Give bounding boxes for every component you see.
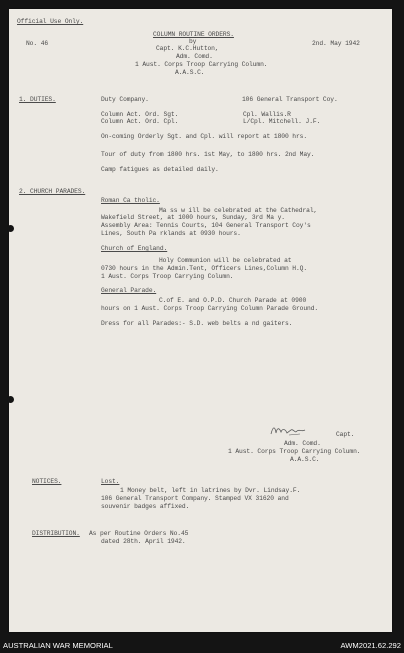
signature-role: Adm. Comd. [284,440,321,447]
gp-line: C.of E. and O.P.D. Church Parade at 0900 [159,297,307,304]
duty-company-label: Duty Company. [101,96,149,103]
roman-catholic-heading: Roman Ca tholic. [101,197,160,204]
signature-unit: 1 Aust. Corps Troop Carrying Column. [228,448,361,455]
orderly-cpl-value: L/Cpl. Mitchell. J.F. [243,118,321,125]
distribution-heading: DISTRIBUTION. [32,530,80,537]
document-title: COLUMN ROUTINE ORDERS. [153,31,234,38]
orderly-sgt-value: Cpl. Wallis.R [243,111,291,118]
lost-line: souvenir badges affixed. [101,503,190,510]
ce-line: 1 Aust. Corps Troop Carrying Column. [101,273,234,280]
title-by: by [189,38,197,45]
rc-line: Lines, South Pa rklands at 0930 hours. [101,230,241,237]
general-parade-heading: General Parade. [101,287,157,294]
ce-line: Holy Communion will be celebrated at [159,257,292,264]
punch-hole [7,225,14,232]
rc-line: Wakefield Street, at 1000 hours, Sunday, 3rd Ma y. [101,214,285,221]
order-date: 2nd. May 1942 [312,40,360,47]
distribution-line: As per Routine Orders No.45 [89,530,189,537]
signature-unit-sub: A.A.S.C. [290,456,320,463]
camp-fatigues-line: Camp fatigues as detailed daily. [101,166,219,173]
distribution-line: dated 28th. April 1942. [101,538,186,545]
duties-heading: 1. DUTIES. [19,96,56,103]
church-of-england-heading: Church of England. [101,245,168,252]
church-parades-heading: 2. CHURCH PARADES. [19,188,86,195]
ce-line: 0730 hours in the Admin.Tent, Officers Lines,Column H.Q. [101,265,308,272]
orderly-cpl-label: Column Act. Ord. Cpl. [101,118,179,125]
lost-line: 1 Money belt, left in latrines by Dvr. Lindsay.F. [120,487,301,494]
footer-accession-number: AWM2021.62.292 [340,641,401,650]
signature-rank: Capt. [336,431,355,438]
order-number: No. 46 [26,40,49,47]
gp-line: hours on 1 Aust. Corps Troop Carrying Column Parade Ground. [101,305,319,312]
classification-label: Official Use Only. [17,18,84,25]
footer-credit: AUSTRALIAN WAR MEMORIAL [3,641,113,650]
punch-hole [7,396,14,403]
notices-heading: NOTICES. [32,478,62,485]
handwritten-signature [269,424,315,438]
duty-company-value: 106 General Transport Coy. [242,96,338,103]
tour-of-duty-line: Tour of duty from 1800 hrs. 1st May, to 1800 hrs. 2nd May. [101,151,315,158]
orderly-report-line: On-coming Orderly Sgt. and Cpl. will report at 1800 hrs. [101,133,308,140]
issuing-officer-role: Adm. Comd. [176,53,213,60]
issuing-unit: 1 Aust. Corps Troop Carrying Column. [135,61,268,68]
rc-line: Ma ss w ill be celebrated at the Cathedral, [159,207,318,214]
issuing-officer: Capt. K.C.Hutton, [156,45,219,52]
orderly-sgt-label: Column Act. Ord. Sgt. [101,111,179,118]
rc-line: Assembly Area: Tennis Courts, 104 General Transport Coy's [101,222,311,229]
issuing-unit-sub: A.A.S.C. [175,69,205,76]
lost-heading: Lost. [101,478,120,485]
lost-line: 106 General Transport Company. Stamped VX 31620 and [101,495,289,502]
dress-line: Dress for all Parades:- S.D. web belts a nd gaiters. [101,320,293,327]
